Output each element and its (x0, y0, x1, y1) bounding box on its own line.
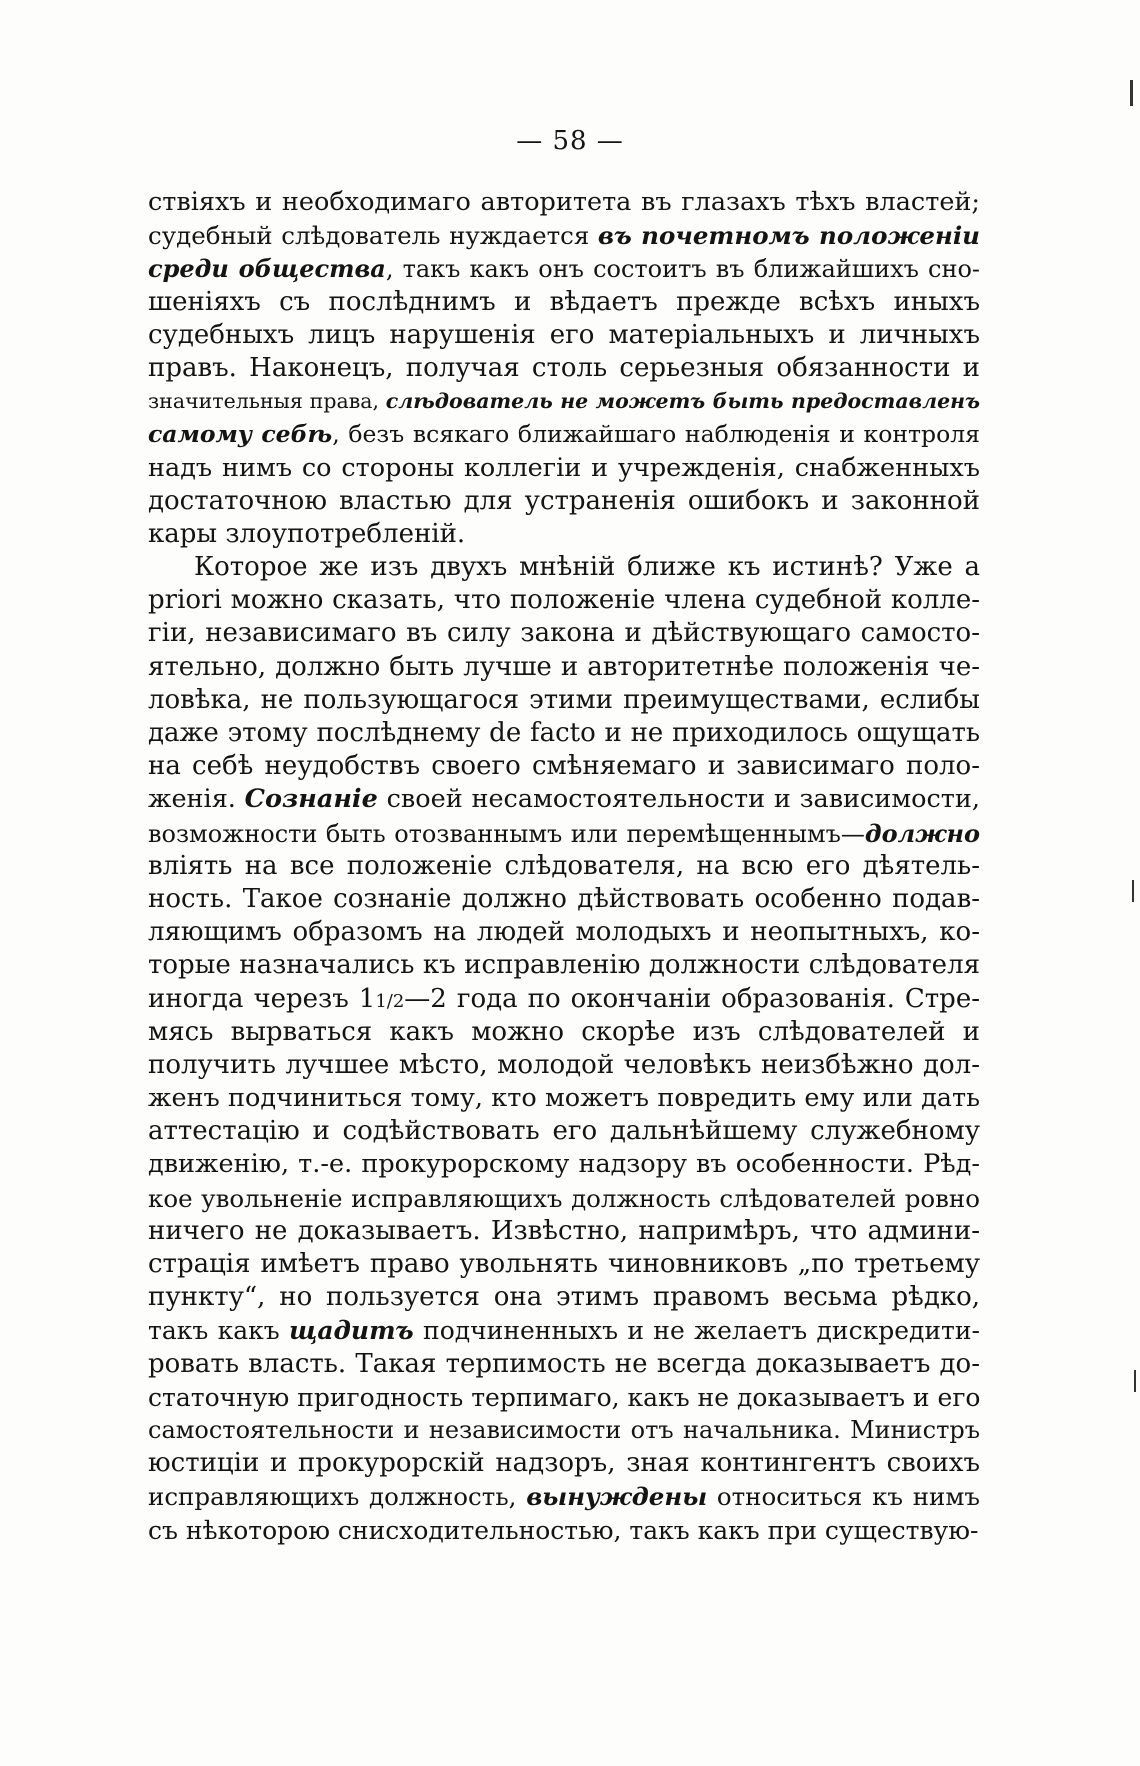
text-line (148, 750, 980, 783)
page-number: — 58 — (516, 126, 624, 156)
text-segment: съ нѣкоторою снисходительностью, такъ какъ при существую- (148, 1515, 979, 1545)
text-segment: судебный слѣдователь нуждается (148, 221, 598, 251)
scan-mark (1130, 80, 1133, 106)
text-segment: исправляющихъ должность, (148, 1482, 527, 1512)
text-segment: ловѣка, не пользующагося этими преимуществами, еслибы (148, 684, 980, 715)
text-segment: даже этому послѣднему de facto и не приходилось ощущать (148, 718, 980, 748)
text-segment: торые назначались къ исправленію должности слѣдователя (148, 950, 980, 981)
text-line (148, 252, 980, 285)
text-line (148, 1314, 980, 1347)
text-line (148, 1381, 980, 1414)
text-segment: статочную пригодность терпимаго, какъ не доказываетъ и его (148, 1382, 981, 1412)
text-line (148, 684, 980, 717)
text-line (148, 551, 980, 584)
text-segment: мясь вырваться какъ можно скорѣе изъ слѣдователей и (148, 1016, 980, 1047)
emphasis-text: самому себѣ (148, 420, 333, 449)
text-segment: правъ. Наконецъ, получая столь серьезныя обязанности и (148, 352, 980, 383)
text-segment: достаточною властью для устраненія ошибокъ и законной (148, 485, 980, 516)
scan-mark (1134, 1370, 1136, 1392)
text-line (148, 1082, 980, 1115)
text-segment: , безъ всякаго ближайшаго наблюденія и контроля (332, 420, 980, 449)
text-line (148, 617, 980, 650)
text-line (148, 286, 980, 319)
text-segment: ствіяхъ и необходимаго авторитета въ глазахъ тѣхъ властей; (148, 187, 980, 217)
text-segment: подчиненныхъ и не желаетъ дискредити- (413, 1316, 980, 1346)
emphasis-text: щадитъ (288, 1316, 414, 1346)
text-line (148, 1182, 980, 1215)
text-segment: —2 года по окончаніи образованія. Стре- (404, 983, 981, 1014)
text-segment: самостоятельности и независимости отъ начальника. Министръ (148, 1415, 980, 1444)
text-line (148, 1215, 980, 1248)
text-segment: надъ нимъ со стороны коллегіи и учрежденія, снабженныхъ (148, 452, 980, 483)
text-segment: страція имѣетъ право увольнять чиновниковъ „по третьему (148, 1249, 980, 1279)
text-line (148, 485, 980, 518)
text-line (148, 1148, 980, 1181)
text-segment: значительныя права, (148, 389, 386, 414)
text-line (148, 1115, 980, 1148)
text-segment: ляющимъ образомъ на людей молодыхъ и неопытныхъ, ко- (148, 917, 980, 948)
text-line (148, 1447, 980, 1480)
text-segment: такъ какъ (148, 1316, 289, 1346)
fraction-text: 1/2 (375, 990, 405, 1012)
text-segment: движенію, т.-е. прокурорскому надзору въ особенности. Рѣд- (148, 1149, 980, 1180)
text-line (148, 452, 980, 485)
text-line (148, 949, 980, 982)
text-segment: ничего не доказываетъ. Извѣстно, напримѣръ, что админи- (148, 1215, 980, 1246)
text-segment: юстиціи и прокурорскій надзоръ, зная контингентъ своихъ (148, 1448, 980, 1479)
text-segment: влiять на все положеніе слѣдователя, на всю его дѣятель- (148, 850, 980, 881)
text-segment: аттестацію и содѣйствовать его дальнѣйшему служебному (148, 1116, 980, 1147)
text-line (148, 1016, 980, 1049)
text-line (148, 352, 980, 385)
text-segment: priori можно сказать, что положеніе члена судебной колле- (148, 585, 980, 616)
text-line (148, 850, 980, 883)
text-segment: ровать власть. Такая терпимость не всегда доказываетъ до- (148, 1348, 980, 1379)
text-body (148, 186, 980, 1547)
text-segment: на себѣ неудобствъ своего смѣняемаго и зависимаго поло- (148, 751, 980, 782)
text-line (148, 186, 980, 219)
text-segment: кое увольненіе исправляющихъ должность слѣдователей ровно (148, 1183, 980, 1213)
text-line (148, 1281, 980, 1314)
emphasis-text: въ почетномъ положеніи (597, 221, 980, 251)
text-line (148, 219, 980, 252)
text-segment: пункту“, но пользуется она этимъ правомъ весьма рѣдко, (148, 1282, 980, 1313)
text-line (148, 1049, 980, 1082)
text-line (148, 651, 980, 684)
text-line (148, 1248, 980, 1281)
text-line (148, 1414, 980, 1447)
text-segment: женъ подчиниться тому, кто можетъ повредить ему или дать (148, 1083, 980, 1114)
text-line (148, 916, 980, 949)
text-line (148, 518, 980, 551)
text-line (148, 385, 980, 418)
scan-mark (1132, 880, 1134, 902)
text-line (148, 1348, 980, 1381)
text-line (148, 319, 980, 352)
text-segment: иногда черезъ 1 (148, 983, 376, 1014)
text-line (148, 817, 980, 850)
text-line (148, 418, 980, 451)
text-segment: своей несамостоятельности и зависимости, (377, 784, 980, 815)
text-segment: судебныхъ лицъ нарушенія его матеріальныхъ и личныхъ (148, 319, 980, 350)
emphasis-text: должно (864, 818, 980, 848)
text-line (148, 983, 980, 1016)
text-line (148, 883, 980, 916)
text-segment: кары злоупотребленій. (148, 518, 466, 549)
text-segment: относиться къ нимъ (707, 1482, 980, 1512)
text-segment: возможности быть отозваннымъ или перемѣщеннымъ— (148, 819, 865, 848)
emphasis-text: вынуждены (526, 1482, 708, 1512)
paragraph (148, 551, 980, 1547)
emphasis-text: среди общества (148, 254, 386, 284)
emphasis-text: слѣдователь не можетъ быть предоставленъ (385, 389, 980, 414)
text-line (148, 1480, 980, 1513)
text-segment: ность. Такое сознаніе должно дѣйствовать особенно подав- (148, 883, 980, 914)
emphasis-text: Сознаніе (244, 784, 378, 815)
text-line (148, 584, 980, 617)
text-segment: шеніяхъ съ послѣднимъ и вѣдаетъ прежде всѣхъ иныхъ (148, 286, 980, 317)
text-segment: ятельно, должно быть лучше и авторитетнѣе положенія че- (148, 651, 980, 682)
text-line (148, 717, 980, 750)
text-segment: гіи, независимаго въ силу закона и дѣйствующаго самосто- (148, 618, 980, 649)
text-line (148, 1514, 980, 1547)
text-segment: Которое же изъ двухъ мнѣній ближе къ истинѣ? Уже a (194, 552, 980, 583)
text-line (148, 783, 980, 816)
paragraph (148, 186, 980, 551)
text-segment: , такъ какъ онъ состоитъ въ ближайшихъ сно- (385, 255, 981, 284)
text-segment: получить лучшее мѣсто, молодой человѣкъ неизбѣжно дол- (148, 1049, 980, 1080)
text-segment: женія. (148, 784, 245, 815)
